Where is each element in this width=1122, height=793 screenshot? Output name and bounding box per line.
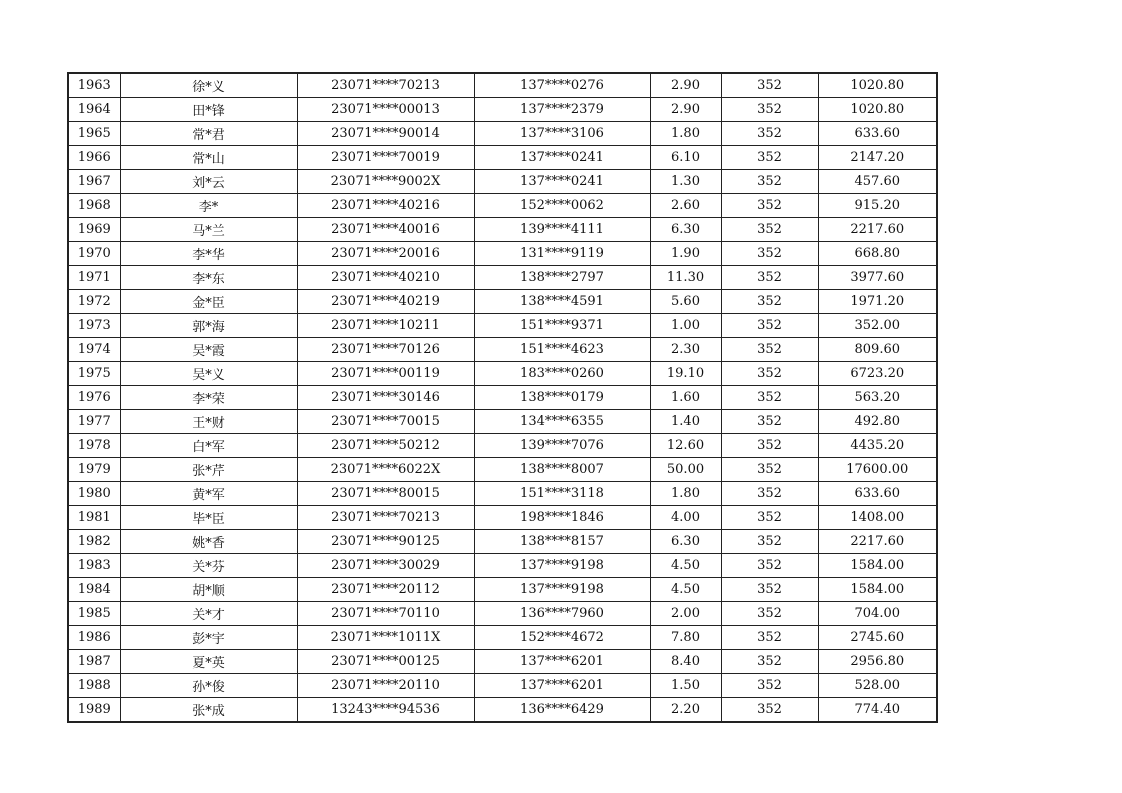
table-row — [68, 314, 937, 338]
area-cell: 12.60 — [650, 434, 721, 458]
table-row — [68, 146, 937, 170]
unit-price-cell: 352 — [721, 338, 818, 362]
table-row — [68, 674, 937, 698]
unit-price-cell: 352 — [721, 554, 818, 578]
phone-cell: 131****9119 — [474, 242, 650, 266]
id-number-cell: 23071****10211 — [297, 314, 474, 338]
phone-cell: 138****8157 — [474, 530, 650, 554]
name-cell: 郭*海 — [120, 314, 297, 338]
id-number-cell: 23071****30146 — [297, 386, 474, 410]
unit-price-cell: 352 — [721, 602, 818, 626]
row-number-cell: 1978 — [68, 434, 120, 458]
table-row — [68, 410, 937, 434]
area-cell: 4.50 — [650, 554, 721, 578]
row-number-cell: 1984 — [68, 578, 120, 602]
amount-cell: 352.00 — [818, 314, 937, 338]
row-number-cell: 1983 — [68, 554, 120, 578]
table-row — [68, 338, 937, 362]
table-row — [68, 362, 937, 386]
phone-cell: 198****1846 — [474, 506, 650, 530]
unit-price-cell: 352 — [721, 314, 818, 338]
name-cell: 毕*臣 — [120, 506, 297, 530]
phone-cell: 137****9198 — [474, 578, 650, 602]
row-number-cell: 1965 — [68, 122, 120, 146]
phone-cell: 134****6355 — [474, 410, 650, 434]
area-cell: 6.30 — [650, 218, 721, 242]
name-cell: 胡*顺 — [120, 578, 297, 602]
area-cell: 4.50 — [650, 578, 721, 602]
area-cell: 1.60 — [650, 386, 721, 410]
area-cell: 5.60 — [650, 290, 721, 314]
unit-price-cell: 352 — [721, 410, 818, 434]
amount-cell: 1408.00 — [818, 506, 937, 530]
id-number-cell: 23071****70213 — [297, 73, 474, 98]
id-number-cell: 23071****70126 — [297, 338, 474, 362]
row-number-cell: 1964 — [68, 98, 120, 122]
area-cell: 50.00 — [650, 458, 721, 482]
id-number-cell: 23071****40216 — [297, 194, 474, 218]
phone-cell: 151****3118 — [474, 482, 650, 506]
area-cell: 2.60 — [650, 194, 721, 218]
area-cell: 1.30 — [650, 170, 721, 194]
phone-cell: 138****4591 — [474, 290, 650, 314]
amount-cell: 2217.60 — [818, 530, 937, 554]
name-cell: 孙*俊 — [120, 674, 297, 698]
row-number-cell: 1972 — [68, 290, 120, 314]
id-number-cell: 23071****50212 — [297, 434, 474, 458]
id-number-cell: 23071****6022X — [297, 458, 474, 482]
table-row — [68, 266, 937, 290]
row-number-cell: 1985 — [68, 602, 120, 626]
id-number-cell: 23071****40016 — [297, 218, 474, 242]
row-number-cell: 1979 — [68, 458, 120, 482]
amount-cell: 4435.20 — [818, 434, 937, 458]
unit-price-cell: 352 — [721, 362, 818, 386]
id-number-cell: 23071****70213 — [297, 506, 474, 530]
table-row — [68, 98, 937, 122]
amount-cell: 915.20 — [818, 194, 937, 218]
unit-price-cell: 352 — [721, 146, 818, 170]
area-cell: 2.00 — [650, 602, 721, 626]
unit-price-cell: 352 — [721, 578, 818, 602]
phone-cell: 137****3106 — [474, 122, 650, 146]
amount-cell: 17600.00 — [818, 458, 937, 482]
name-cell: 吴*义 — [120, 362, 297, 386]
phone-cell: 137****0276 — [474, 73, 650, 98]
row-number-cell: 1973 — [68, 314, 120, 338]
unit-price-cell: 352 — [721, 698, 818, 723]
area-cell: 2.20 — [650, 698, 721, 723]
name-cell: 夏*英 — [120, 650, 297, 674]
table-row — [68, 626, 937, 650]
amount-cell: 633.60 — [818, 122, 937, 146]
amount-cell: 492.80 — [818, 410, 937, 434]
area-cell: 2.90 — [650, 73, 721, 98]
row-number-cell: 1986 — [68, 626, 120, 650]
data-table — [67, 72, 938, 723]
row-number-cell: 1974 — [68, 338, 120, 362]
phone-cell: 138****0179 — [474, 386, 650, 410]
unit-price-cell: 352 — [721, 98, 818, 122]
row-number-cell: 1989 — [68, 698, 120, 723]
area-cell: 1.80 — [650, 482, 721, 506]
id-number-cell: 23071****90125 — [297, 530, 474, 554]
amount-cell: 1971.20 — [818, 290, 937, 314]
table-row — [68, 506, 937, 530]
phone-cell: 139****7076 — [474, 434, 650, 458]
id-number-cell: 23071****40210 — [297, 266, 474, 290]
phone-cell: 152****4672 — [474, 626, 650, 650]
unit-price-cell: 352 — [721, 122, 818, 146]
amount-cell: 2745.60 — [818, 626, 937, 650]
amount-cell: 1584.00 — [818, 578, 937, 602]
row-number-cell: 1982 — [68, 530, 120, 554]
unit-price-cell: 352 — [721, 194, 818, 218]
table-row — [68, 386, 937, 410]
area-cell: 1.50 — [650, 674, 721, 698]
id-number-cell: 23071****90014 — [297, 122, 474, 146]
unit-price-cell: 352 — [721, 242, 818, 266]
amount-cell: 668.80 — [818, 242, 937, 266]
name-cell: 彭*宇 — [120, 626, 297, 650]
row-number-cell: 1969 — [68, 218, 120, 242]
table-row — [68, 578, 937, 602]
table-row — [68, 554, 937, 578]
name-cell: 李* — [120, 194, 297, 218]
row-number-cell: 1970 — [68, 242, 120, 266]
area-cell: 2.90 — [650, 98, 721, 122]
name-cell: 徐*义 — [120, 73, 297, 98]
phone-cell: 136****7960 — [474, 602, 650, 626]
id-number-cell: 23071****00119 — [297, 362, 474, 386]
table-row — [68, 482, 937, 506]
table-row — [68, 434, 937, 458]
row-number-cell: 1988 — [68, 674, 120, 698]
id-number-cell: 13243****94536 — [297, 698, 474, 723]
amount-cell: 2147.20 — [818, 146, 937, 170]
row-number-cell: 1977 — [68, 410, 120, 434]
unit-price-cell: 352 — [721, 458, 818, 482]
table-row — [68, 170, 937, 194]
row-number-cell: 1976 — [68, 386, 120, 410]
amount-cell: 1020.80 — [818, 73, 937, 98]
name-cell: 马*兰 — [120, 218, 297, 242]
phone-cell: 136****6429 — [474, 698, 650, 723]
row-number-cell: 1980 — [68, 482, 120, 506]
name-cell: 张*成 — [120, 698, 297, 723]
unit-price-cell: 352 — [721, 73, 818, 98]
amount-cell: 2956.80 — [818, 650, 937, 674]
area-cell: 11.30 — [650, 266, 721, 290]
id-number-cell: 23071****00125 — [297, 650, 474, 674]
table-row — [68, 650, 937, 674]
phone-cell: 139****4111 — [474, 218, 650, 242]
area-cell: 19.10 — [650, 362, 721, 386]
name-cell: 刘*云 — [120, 170, 297, 194]
id-number-cell: 23071****1011X — [297, 626, 474, 650]
amount-cell: 528.00 — [818, 674, 937, 698]
area-cell: 4.00 — [650, 506, 721, 530]
unit-price-cell: 352 — [721, 626, 818, 650]
name-cell: 李*东 — [120, 266, 297, 290]
amount-cell: 774.40 — [818, 698, 937, 723]
phone-cell: 138****8007 — [474, 458, 650, 482]
table-row — [68, 122, 937, 146]
phone-cell: 137****6201 — [474, 650, 650, 674]
table-row — [68, 698, 937, 723]
phone-cell: 183****0260 — [474, 362, 650, 386]
unit-price-cell: 352 — [721, 650, 818, 674]
phone-cell: 137****0241 — [474, 170, 650, 194]
table-row — [68, 242, 937, 266]
unit-price-cell: 352 — [721, 218, 818, 242]
name-cell: 李*荣 — [120, 386, 297, 410]
unit-price-cell: 352 — [721, 530, 818, 554]
name-cell: 吴*霞 — [120, 338, 297, 362]
amount-cell: 633.60 — [818, 482, 937, 506]
phone-cell: 138****2797 — [474, 266, 650, 290]
name-cell: 张*芹 — [120, 458, 297, 482]
area-cell: 2.30 — [650, 338, 721, 362]
area-cell: 1.80 — [650, 122, 721, 146]
area-cell: 7.80 — [650, 626, 721, 650]
id-number-cell: 23071****20112 — [297, 578, 474, 602]
name-cell: 黄*军 — [120, 482, 297, 506]
unit-price-cell: 352 — [721, 170, 818, 194]
area-cell: 1.00 — [650, 314, 721, 338]
unit-price-cell: 352 — [721, 266, 818, 290]
amount-cell: 2217.60 — [818, 218, 937, 242]
table-row — [68, 218, 937, 242]
name-cell: 王*财 — [120, 410, 297, 434]
phone-cell: 151****9371 — [474, 314, 650, 338]
amount-cell: 3977.60 — [818, 266, 937, 290]
id-number-cell: 23071****70110 — [297, 602, 474, 626]
table-row — [68, 602, 937, 626]
table-row — [68, 530, 937, 554]
unit-price-cell: 352 — [721, 434, 818, 458]
area-cell: 8.40 — [650, 650, 721, 674]
phone-cell: 137****6201 — [474, 674, 650, 698]
amount-cell: 1584.00 — [818, 554, 937, 578]
unit-price-cell: 352 — [721, 290, 818, 314]
name-cell: 关*才 — [120, 602, 297, 626]
id-number-cell: 23071****40219 — [297, 290, 474, 314]
unit-price-cell: 352 — [721, 386, 818, 410]
amount-cell: 1020.80 — [818, 98, 937, 122]
name-cell: 田*锋 — [120, 98, 297, 122]
phone-cell: 152****0062 — [474, 194, 650, 218]
id-number-cell: 23071****70015 — [297, 410, 474, 434]
name-cell: 金*臣 — [120, 290, 297, 314]
table-body — [68, 73, 937, 722]
name-cell: 常*君 — [120, 122, 297, 146]
amount-cell: 457.60 — [818, 170, 937, 194]
table-row — [68, 290, 937, 314]
phone-cell: 137****0241 — [474, 146, 650, 170]
row-number-cell: 1967 — [68, 170, 120, 194]
table-row — [68, 458, 937, 482]
row-number-cell: 1975 — [68, 362, 120, 386]
row-number-cell: 1963 — [68, 73, 120, 98]
name-cell: 李*华 — [120, 242, 297, 266]
unit-price-cell: 352 — [721, 482, 818, 506]
name-cell: 关*芬 — [120, 554, 297, 578]
amount-cell: 704.00 — [818, 602, 937, 626]
area-cell: 6.30 — [650, 530, 721, 554]
area-cell: 6.10 — [650, 146, 721, 170]
id-number-cell: 23071****00013 — [297, 98, 474, 122]
id-number-cell: 23071****30029 — [297, 554, 474, 578]
row-number-cell: 1971 — [68, 266, 120, 290]
id-number-cell: 23071****20016 — [297, 242, 474, 266]
phone-cell: 137****2379 — [474, 98, 650, 122]
table-row — [68, 194, 937, 218]
amount-cell: 563.20 — [818, 386, 937, 410]
phone-cell: 137****9198 — [474, 554, 650, 578]
amount-cell: 809.60 — [818, 338, 937, 362]
name-cell: 姚*香 — [120, 530, 297, 554]
row-number-cell: 1981 — [68, 506, 120, 530]
row-number-cell: 1968 — [68, 194, 120, 218]
area-cell: 1.90 — [650, 242, 721, 266]
unit-price-cell: 352 — [721, 674, 818, 698]
unit-price-cell: 352 — [721, 506, 818, 530]
id-number-cell: 23071****20110 — [297, 674, 474, 698]
table-row — [68, 73, 937, 98]
id-number-cell: 23071****70019 — [297, 146, 474, 170]
row-number-cell: 1966 — [68, 146, 120, 170]
area-cell: 1.40 — [650, 410, 721, 434]
name-cell: 白*军 — [120, 434, 297, 458]
id-number-cell: 23071****80015 — [297, 482, 474, 506]
row-number-cell: 1987 — [68, 650, 120, 674]
name-cell: 常*山 — [120, 146, 297, 170]
amount-cell: 6723.20 — [818, 362, 937, 386]
phone-cell: 151****4623 — [474, 338, 650, 362]
id-number-cell: 23071****9002X — [297, 170, 474, 194]
